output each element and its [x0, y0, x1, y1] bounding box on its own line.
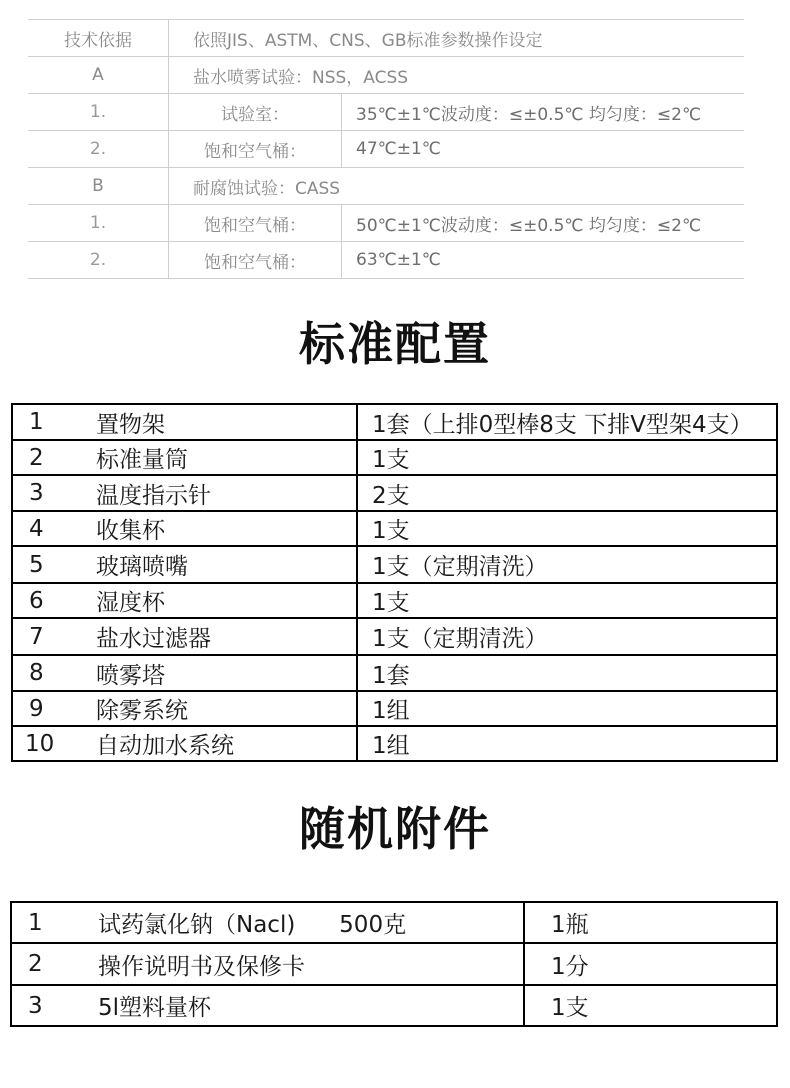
accessories-table	[10, 901, 778, 1027]
row-number: 2	[12, 440, 82, 475]
spec-label: A	[28, 57, 169, 94]
spec-label: B	[28, 168, 169, 205]
table-row	[11, 943, 777, 985]
row-number: 8	[12, 655, 82, 691]
item-qty: 1支（定期清洗）	[357, 618, 777, 655]
item-name: 自动加水系统	[82, 726, 357, 761]
standard-config-table	[11, 403, 778, 762]
spec-label: 技术依据	[28, 20, 169, 57]
table-row	[11, 902, 777, 943]
item-qty: 1支	[357, 440, 777, 475]
table-row	[12, 475, 777, 511]
spec-row	[28, 94, 744, 131]
item-name: 喷雾塔	[82, 655, 357, 691]
spec-row	[28, 131, 744, 168]
item-name: 试药氯化钠（Nacl) 500克	[84, 902, 524, 943]
spec-value: 35℃±1℃波动度：≤±0.5℃ 均匀度：≤2℃	[342, 94, 745, 131]
spec-value: 47℃±1℃	[342, 131, 745, 168]
item-qty: 1支	[357, 511, 777, 546]
item-qty: 1组	[357, 726, 777, 761]
spec-row	[28, 168, 744, 205]
row-number: 9	[12, 691, 82, 726]
spec-item: 饱和空气桶：	[169, 205, 342, 242]
table-row	[12, 618, 777, 655]
table-row	[12, 583, 777, 618]
item-name: 盐水过滤器	[82, 618, 357, 655]
accessories-title: 随机附件	[299, 802, 491, 856]
spec-item: 试验室：	[169, 94, 342, 131]
item-name: 湿度杯	[82, 583, 357, 618]
row-number: 2	[11, 943, 84, 985]
item-qty: 1组	[357, 691, 777, 726]
item-name: 玻璃喷嘴	[82, 546, 357, 583]
spec-table	[28, 19, 744, 279]
row-number: 10	[12, 726, 82, 761]
item-qty: 1支（定期清洗）	[357, 546, 777, 583]
item-name: 收集杯	[82, 511, 357, 546]
item-qty: 1套（上排0型棒8支 下排V型架4支）	[357, 404, 777, 440]
table-row	[12, 691, 777, 726]
spec-label: 1.	[28, 94, 169, 131]
spec-row	[28, 20, 744, 57]
spec-label: 1.	[28, 205, 169, 242]
item-name: 置物架	[82, 404, 357, 440]
spec-row	[28, 205, 744, 242]
item-name: 操作说明书及保修卡	[84, 943, 524, 985]
item-qty: 1支	[357, 583, 777, 618]
item-name: 5l塑料量杯	[84, 985, 524, 1026]
spec-row	[28, 242, 744, 279]
spec-text: 耐腐蚀试验：CASS	[169, 168, 745, 205]
spec-label: 2.	[28, 131, 169, 168]
item-name: 标准量筒	[82, 440, 357, 475]
row-number: 1	[12, 404, 82, 440]
spec-text: 依照JIS、ASTM、CNS、GB标准参数操作设定	[169, 20, 745, 57]
row-number: 6	[12, 583, 82, 618]
table-row	[12, 511, 777, 546]
row-number: 3	[12, 475, 82, 511]
row-number: 5	[12, 546, 82, 583]
item-name: 温度指示针	[82, 475, 357, 511]
standard-config-title: 标准配置	[299, 317, 491, 371]
row-number: 4	[12, 511, 82, 546]
spec-row	[28, 57, 744, 94]
spec-item: 饱和空气桶：	[169, 131, 342, 168]
row-number: 3	[11, 985, 84, 1026]
table-row	[12, 440, 777, 475]
item-qty: 1瓶	[524, 902, 777, 943]
spec-value: 63℃±1℃	[342, 242, 745, 279]
item-qty: 2支	[357, 475, 777, 511]
item-qty: 1支	[524, 985, 777, 1026]
row-number: 1	[11, 902, 84, 943]
spec-value: 50℃±1℃波动度：≤±0.5℃ 均匀度：≤2℃	[342, 205, 745, 242]
table-row	[12, 655, 777, 691]
spec-label: 2.	[28, 242, 169, 279]
spec-item: 饱和空气桶：	[169, 242, 342, 279]
item-name: 除雾系统	[82, 691, 357, 726]
table-row	[12, 546, 777, 583]
table-row	[12, 404, 777, 440]
item-qty: 1分	[524, 943, 777, 985]
table-row	[11, 985, 777, 1026]
table-row	[12, 726, 777, 761]
spec-text: 盐水喷雾试验：NSS，ACSS	[169, 57, 745, 94]
item-qty: 1套	[357, 655, 777, 691]
row-number: 7	[12, 618, 82, 655]
